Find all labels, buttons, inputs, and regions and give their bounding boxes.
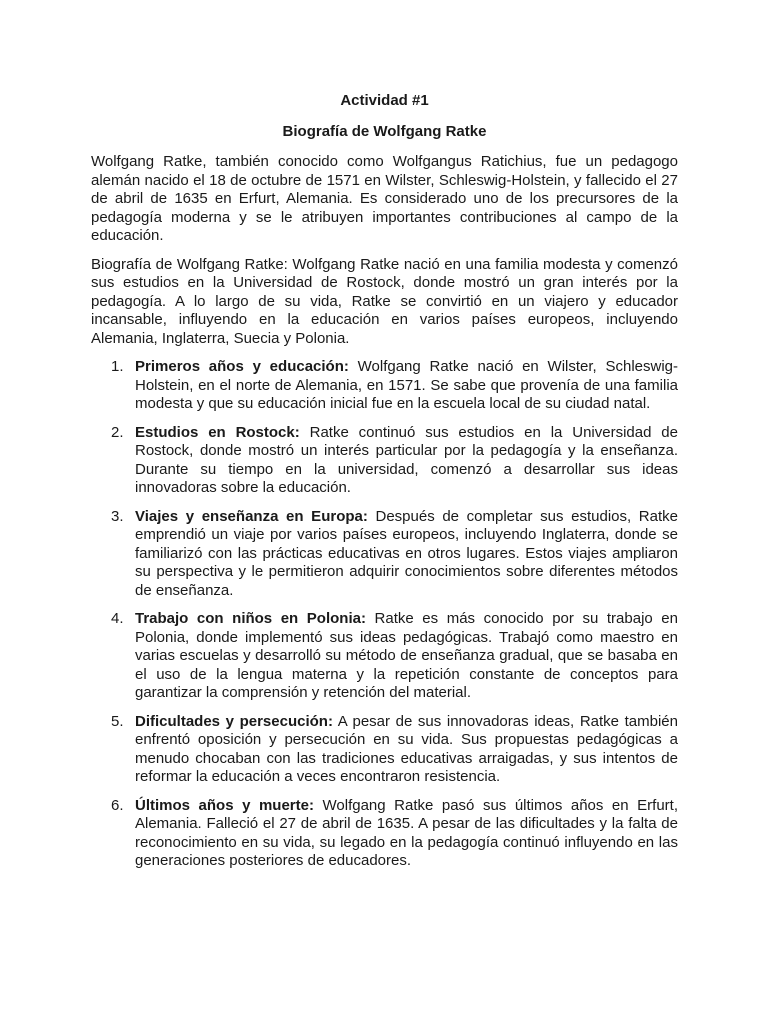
list-item-title: Últimos años y muerte: [135,796,314,814]
list-item-title: Trabajo con niños en Polonia: [135,610,366,627]
list-item-number: 1. [111,358,124,375]
list-item-text: Wolfgang Ratke pasó sus últimos años en Erfurt, Alemania. Falleció el 27 de abril de 1635. A pesar de las dificultades y la falta de reconocimiento en su vida, su legado en la pedagogía continuó influyendo en las generaciones posteriores de educadores. [135,796,678,869]
list-item-text: Wolfgang Ratke nació en Wilster, Schleswig-Holstein, en el norte de Alemania, en 1571. Se sabe que provenía de una familia modesta y que su educación inicial fue en la escuela local de su ciudad natal. [135,358,678,412]
list-item-text: A pesar de sus innovadoras ideas, Ratke también enfrentó oposición y persecución en su vida. Sus propuestas pedagógicas a menudo chocaban con las tradiciones educativas arraigadas, y sus intentos de reformar la educación a veces encontraron resistencia. [135,712,678,785]
list-item [91,358,678,414]
list-item-number: 5. [111,712,124,730]
list-item [91,508,678,601]
document-subheading: Biografía de Wolfgang Ratke [282,122,487,140]
list-item-text: Después de completar sus estudios, Ratke emprendió un viaje por varios países europeos, incluyendo Inglaterra, donde se familiarizó con las prácticas educativas en otros lugares. Estos viajes ampliaron su perspectiva y le permitieron adquirir conocimientos sobre diferentes métodos de enseñanza. [135,507,678,599]
document-heading: Actividad #1 [340,92,429,109]
list-item-text: Ratke continuó sus estudios en la Universidad de Rostock, donde mostró un interés particular por la pedagogía y la enseñanza. Durante su tiempo en la universidad, comenzó a desarrollar sus ideas innovadoras sobre la educación. [135,423,678,496]
intro-paragraph: Wolfgang Ratke, también conocido como Wolfgangus Ratichius, fue un pedagogo alemán nacido el 18 de octubre de 1571 en Wilster, Schleswig-Holstein, y fallecido el 27 de abril de 1635 en Erfurt, Alemania. Es considerado uno de los precursores de la pedagogía moderna y se le atribuyen importantes contribuciones al campo de la educación. [91,153,678,244]
list-item-number: 6. [111,796,124,814]
list-item-number: 3. [111,507,124,525]
list-item [91,713,678,787]
list-item [91,610,678,703]
list-item-number: 4. [111,610,124,627]
list-item-title: Primeros años y educación: [135,358,349,375]
biography-paragraph: Biografía de Wolfgang Ratke: Wolfgang Ratke nació en una familia modesta y comenzó sus estudios en la Universidad de Rostock, donde mostró un gran interés por la pedagogía. A lo largo de su vida, Ratke se convirtió en un viajero y educador incansable, influyendo en la educación en varios países europeos, incluyendo Alemania, Inglaterra, Suecia y Polonia. [91,255,678,347]
list-item-text: Ratke es más conocido por su trabajo en Polonia, donde implementó sus ideas pedagógicas. Trabajó como maestro en varias escuelas y desarrolló su método de enseñanza gradual, que se basaba en el uso de la lengua materna y la repetición constante de conceptos para garantizar la comprensión y retención del material. [135,610,678,701]
list-item-title: Viajes y enseñanza en Europa: [135,507,368,525]
list-item [91,424,678,498]
list-item-title: Estudios en Rostock: [135,423,300,441]
document-page [91,92,678,881]
list-item [91,797,678,871]
list-item-title: Dificultades y persecución: [135,712,333,730]
list-item-number: 2. [111,423,124,441]
biography-list [91,358,678,871]
